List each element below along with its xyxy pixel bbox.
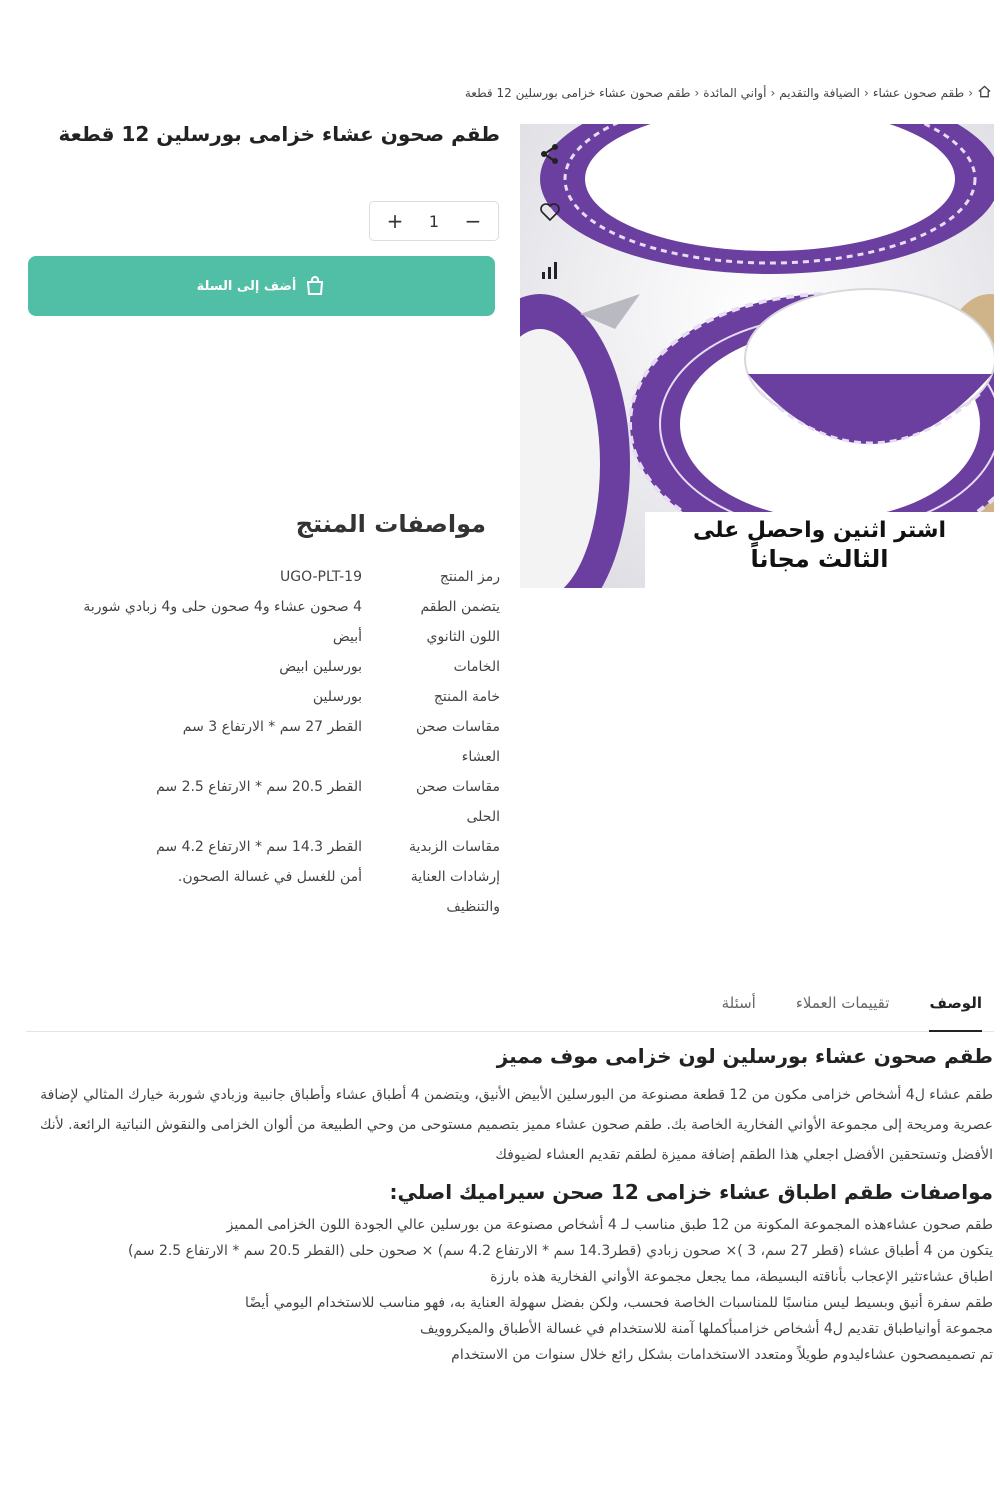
spec-key: يتضمن الطقم [420, 599, 500, 615]
description-paragraph: طقم عشاء ل4 أشخاص خزامى مكون من 12 قطعة مصنوعة من البورسلين الأبيض الأنيق، ويتضمن 4 أطباق عشاء وأطباق جانبية وزبادي شوربة خيارك المثالي لإضافة عصرية ومريحة إلى مجموعة الأواني الفخارية الخاصة بك. طقم صحون عشاء مميز بتصميم مستوحى من وحي الطبيعة من ألوان الخزامى والنقوش النباتية الرائعة. لأنك الأفضل وتستحقين الأفضل اجعلي هذا الطقم إضافة مميزة لطقم تقديم العشاء لضيوفك [40, 1087, 993, 1163]
promo-line-1: اشتر اثنين واحصل على [692, 518, 947, 543]
spec-key: الخامات [453, 659, 500, 675]
spec-row-material [30, 682, 500, 712]
chevron-left-icon: ‹ [864, 86, 869, 100]
breadcrumb-current: طقم صحون عشاء خزامى بورسلين 12 قطعة [464, 86, 691, 100]
spec-value: أبيض [332, 629, 362, 645]
spec-row-dinner-plate-size [30, 712, 500, 772]
promo-line-2: الثالث مجاناً [750, 545, 889, 573]
spec-row-sku [30, 562, 500, 592]
description-line: اطباق عشاءتثير الإعجاب بأناقته البسيطة، مما يجعل مجموعة الأواني الفخارية هذه بارزة [490, 1269, 993, 1285]
spec-key: خامة المنتج [433, 689, 500, 705]
spec-row-materials [30, 652, 500, 682]
spec-key: مقاسات صحن العشاء [415, 719, 500, 765]
spec-key: اللون الثانوي [426, 629, 500, 645]
breadcrumb-item-tableware[interactable]: أواني المائدة [703, 86, 767, 100]
breadcrumb-item-dinner-sets[interactable]: طقم صحون عشاء [872, 86, 965, 100]
heart-icon [538, 200, 562, 224]
quantity-value[interactable]: 1 [428, 211, 440, 231]
description-heading-2: مواصفات طقم اطباق عشاء خزامى 12 صحن سيراميك اصلي: [389, 1180, 993, 1204]
description-line: تم تصميمصحون عشاءليدوم طويلاً ومتعدد الاستخدامات بشكل رائع خلال سنوات من الاستخدام [451, 1347, 993, 1363]
spec-key: رمز المنتج [439, 569, 500, 585]
spec-value: القطر 20.5 سم * الارتفاع 2.5 سم [156, 779, 362, 795]
description-section [27, 1044, 993, 1368]
product-tabs [26, 992, 994, 1032]
product-title: طقم صحون عشاء خزامى بورسلين 12 قطعة [58, 122, 500, 146]
add-to-cart-label: أضف إلى السلة [196, 278, 297, 294]
home-icon[interactable] [977, 84, 992, 102]
spec-value: بورسلين [312, 689, 362, 705]
spec-key: مقاسات صحن الحلى [415, 779, 500, 825]
share-icon [538, 142, 562, 166]
description-line: يتكون من 4 أطباق عشاء (قطر 27 سم، 3 )× صحون زبادي (قطر14.3 سم * الارتفاع 4.2 سم) × صحون حلى (القطر 20.5 سم * الارتفاع 2.5 سم) [127, 1243, 993, 1259]
spec-value: بورسلين ابيض [279, 659, 362, 675]
compare-button[interactable] [530, 250, 570, 290]
description-line: مجموعة أوانياطباق تقديم ل4 أشخاص خزامىبأكملها آمنة للاستخدام في غسالة الأطباق والميكروويف [419, 1321, 993, 1337]
tab-questions[interactable]: أسئلة [721, 994, 756, 1012]
spec-value: 4 صحون عشاء و4 صحون حلى و4 زبادي شوربة [83, 599, 362, 615]
description-heading: طقم صحون عشاء بورسلين لون خزامى موف مميز [496, 1044, 993, 1068]
tab-description[interactable]: الوصف [929, 992, 982, 1032]
chevron-left-icon: ‹ [968, 86, 973, 100]
spec-value: أمن للغسل في غسالة الصحون. [177, 869, 362, 885]
quantity-stepper [369, 201, 499, 241]
spec-row-bowl-size [30, 832, 500, 862]
spec-value: UGO-PLT-19 [279, 569, 362, 585]
breadcrumb-item-hospitality[interactable]: الضيافة والتقديم [779, 86, 861, 100]
description-line: طقم سفرة أنيق وبسيط ليس مناسبًا للمناسبات الخاصة فحسب، ولكن بفضل سهولة العناية به، فهو مناسب للاستخدام اليومي أيضًا [244, 1295, 993, 1311]
spec-key: إرشادات العناية والتنظيف [410, 869, 500, 915]
increase-quantity-button[interactable]: + [380, 209, 410, 233]
spec-value: القطر 27 سم * الارتفاع 3 سم [182, 719, 362, 735]
share-button[interactable] [530, 134, 570, 174]
spec-row-secondary-color [30, 622, 500, 652]
wishlist-button[interactable] [530, 192, 570, 232]
breadcrumb [300, 82, 992, 104]
chevron-left-icon: ‹ [770, 86, 776, 100]
description-line: طقم صحون عشاءهذه المجموعة المكونة من 12 طبق مناسب لـ 4 أشخاص مصنوعة من بورسلين عالي الجودة اللون الخزامى المميز [226, 1217, 993, 1233]
product-actions [530, 134, 570, 308]
bar-chart-icon [539, 259, 561, 281]
decrease-quantity-button[interactable]: − [458, 209, 488, 233]
spec-row-includes [30, 592, 500, 622]
spec-row-care [30, 862, 500, 922]
specs-title: مواصفات المنتج [295, 510, 486, 538]
chevron-left-icon: ‹ [694, 86, 700, 100]
tab-reviews[interactable]: تقييمات العملاء [795, 994, 890, 1012]
product-image[interactable] [520, 124, 994, 588]
spec-row-dessert-plate-size [30, 772, 500, 832]
promo-banner [645, 512, 994, 588]
add-to-cart-button[interactable] [28, 256, 495, 316]
spec-value: القطر 14.3 سم * الارتفاع 4.2 سم [156, 839, 362, 855]
shopping-bag-icon [304, 275, 326, 297]
specs-table [30, 562, 500, 922]
spec-key: مقاسات الزبدية [409, 839, 500, 855]
